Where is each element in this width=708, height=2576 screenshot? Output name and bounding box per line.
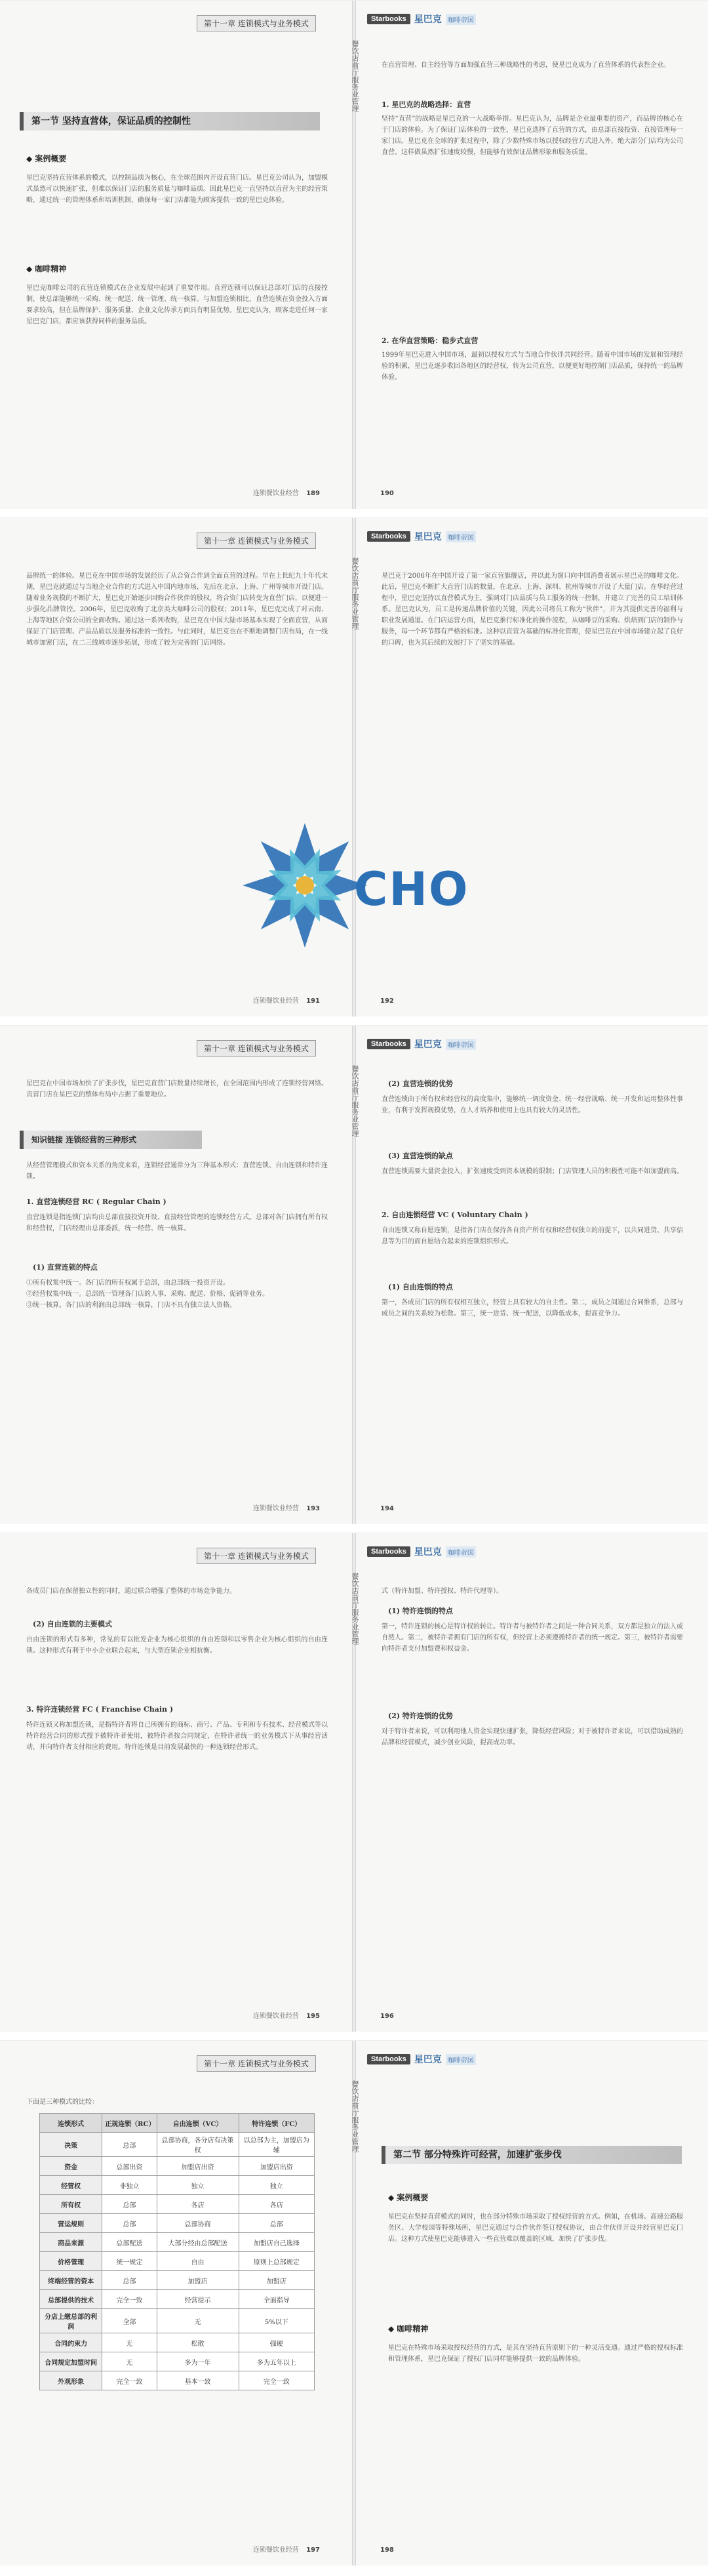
table-row <box>40 2290 315 2309</box>
logo-badge: Starbooks <box>367 14 410 24</box>
table-row <box>40 2157 315 2176</box>
page-right <box>355 1 708 509</box>
heading-2: (2) 直营连锁的优势 <box>388 1079 453 1088</box>
footer <box>375 490 394 497</box>
table-cell: 完全一致 <box>102 2290 157 2309</box>
sub-4: (1) 自由连锁的特点 <box>388 1283 453 1291</box>
logo-badge: Starbooks <box>367 2054 410 2064</box>
heading-3: (3) 直营连锁的缺点 <box>388 1152 453 1160</box>
table-row-header: 价格管理 <box>40 2252 102 2271</box>
table-cell: 加盟店自己选择 <box>239 2233 314 2252</box>
text-1b: ①所有权集中统一。各门店的所有权属于总部，由总部统一投资开设。 ②经营权集中统一。总部统一管理各门店的人事、采购、配送、价格、促销等业务。 ③统一核算。各门店的利润由总部统一核算，门店不具有独立法人资格。 <box>26 1279 269 1309</box>
text-1: 自由连锁的形式有多种，常见的有以批发企业为核心组织的自由连锁和以零售企业为核心组织的自由连锁。这种形式有利于中小企业联合起来，与大型连锁企业相抗衡。 <box>26 1636 328 1655</box>
logo-text: 星巴克 <box>414 1039 442 1050</box>
footer <box>253 2010 320 2020</box>
page-number: 192 <box>380 997 394 1005</box>
table-cell: 总部 <box>102 2214 157 2233</box>
heading-2: 3. 特许连锁经营 FC ( Franchise Chain ) <box>26 1705 174 1714</box>
footer <box>253 487 320 497</box>
running-head: 第十一章 连锁模式与业务模式 <box>197 533 316 549</box>
logo-sub: 咖啡帝国 <box>446 1546 476 1558</box>
page-number: 196 <box>380 2013 394 2020</box>
table-row-header: 营运规则 <box>40 2214 102 2233</box>
knowledge-banner: 知识链接 连锁经营的三种形式 <box>20 1131 202 1149</box>
running-head: 第十一章 连锁模式与业务模式 <box>197 1548 316 1564</box>
footer-label: 连锁餐饮业经营 <box>252 2013 299 2020</box>
table-cell: 总部 <box>102 2195 157 2214</box>
footer <box>375 2546 394 2554</box>
case-text: 星巴克坚持直营体系的模式，以控制品质为核心，在全球范围内开设直营门店。星巴克公司认为，加盟模式虽然可以快速扩张，但难以保证门店的服务质量与咖啡品质。因此星巴克一直坚持以直营为主的经营策略，通过统一的管理体系和培训机制，确保每一家门店都能为顾客提供一致的星巴克体验。 <box>26 174 328 204</box>
text-2: 直营连锁由于所有权和经营权的高度集中，能够统一调度资金、统一经营战略、统一开发和运用整体性事业，有利于发挥规模优势，在人才培养和使用上也具有较大的灵活性。 <box>382 1096 683 1114</box>
table-row-header: 分店上缴总部的利润 <box>40 2309 102 2333</box>
logo-badge: Starbooks <box>367 1546 410 1557</box>
table-cell: 总部出资 <box>102 2157 157 2176</box>
page-number: 195 <box>306 2013 320 2020</box>
table-cell: 完全一致 <box>239 2371 314 2390</box>
table-cell: 独立 <box>239 2176 314 2195</box>
logo-text: 星巴克 <box>414 14 442 25</box>
heading-4: 2. 自由连锁经营 VC ( Voluntary Chain ) <box>382 1211 528 1219</box>
table-row <box>40 2309 315 2333</box>
table-row <box>40 2352 315 2371</box>
watermark-logo <box>239 813 469 1010</box>
body-text: 星巴克于2006年在中国开设了第一家直营旗舰店，并以此为窗口向中国消费者展示星巴克的咖啡文化。此后，星巴克不断扩大直营门店的数量，在北京、上海、深圳、杭州等城市开设了大量门店。在华经营过程中，星巴克坚持以直营模式为主，强调对门店品质与员工服务的统一控制，并建立了完善的员工培训体系。星巴克认为，员工是传递品牌价值的关键，因此公司将员工称为“伙伴”，并为其提供完善的福利与职业发展通道。在门店运营方面，星巴克推行标准化的操作流程，从咖啡豆的采购、烘焙到门店的制作与服务，每一个环节都有严格的标准。这种以直营为基础的标准化管理，使星巴克在中国市场建立起了良好的口碑，也为其后续的发展打下了坚实的基础。 <box>382 573 683 647</box>
table-cell: 经营提示 <box>157 2290 239 2309</box>
logo <box>367 530 476 543</box>
table-cell: 以总部为主，加盟店为辅 <box>239 2133 314 2157</box>
page-right <box>355 2041 708 2566</box>
text-1: 坚持“直营”的战略是星巴克的一大战略举措。星巴克认为，品牌是企业最重要的资产，而品牌的核心在于门店的体验。为了保证门店体验的一致性，星巴克选择了直营的方式，由总部直接投资、直接管理每一家门店。星巴克在全球的扩张过程中，除了少数特殊市场以授权经营方式进入外，绝大部分门店均为公司直营。这样做虽然扩张速度较慢，但能够有效保证品牌形象和服务质量。 <box>382 115 683 156</box>
page-number: 197 <box>306 2546 320 2554</box>
case-heading: ◆ 案例概要 <box>388 2193 429 2202</box>
heading-1: (2) 自由连锁的主要模式 <box>33 1620 112 1628</box>
footer-label: 连锁餐饮业经营 <box>252 490 299 497</box>
table-cell: 非独立 <box>102 2176 157 2195</box>
table-cell: 无 <box>157 2309 239 2333</box>
table-cell: 全部 <box>102 2309 157 2333</box>
table-cell: 全面指导 <box>239 2290 314 2309</box>
table-cell: 5%以下 <box>239 2309 314 2333</box>
table-row-header: 总部提供的技术 <box>40 2290 102 2309</box>
text-top: 式（特许加盟、特许授权、特许代理等）。 <box>382 1588 503 1595</box>
logo <box>367 1545 476 1558</box>
body-text: 品牌统一的体验。星巴克在中国市场的发展经历了从合资合作到全面直营的过程。早在上世纪九十年代末期，星巴克就通过与当地企业合作的方式进入中国内地市场，先后在北京、上海、广州等城市开设门店。随着业务规模的不断扩大，星巴克开始逐步回购合作伙伴的股权，将合资门店转变为直营门店，以便进一步强化品牌管控。2006年，星巴克收购了北京美大咖啡公司的股权；2011年，星巴克完成了对云南、上海等地区合资公司的全面收购。通过这一系列收购，星巴克在中国大陆市场基本实现了全面直营，从而保证了门店管理、产品品质以及服务标准的一致性。与此同时，星巴克也在不断地调整门店布局，在一线城市加密门店，在二三线城市逐步拓展，形成了较为完善的门店网络。 <box>26 573 328 647</box>
case-heading: ◆ 案例概要 <box>26 154 67 163</box>
footer <box>253 2544 320 2554</box>
page-left <box>0 2041 353 2566</box>
page-number: 194 <box>380 1505 394 1512</box>
table-caption: 下面是三种模式的比较： <box>26 2099 98 2106</box>
running-head: 第十一章 连锁模式与业务模式 <box>197 1040 316 1057</box>
table-cell: 各店 <box>239 2195 314 2214</box>
table-row <box>40 2371 315 2390</box>
table-header-cell: 特许连锁（FC） <box>239 2114 314 2133</box>
page-number: 190 <box>380 490 394 497</box>
table-row-header: 合同约束力 <box>40 2333 102 2352</box>
table-body <box>40 2133 315 2390</box>
intro-text: 在直营管理、自主经营等方面加强直营三种战略性的考虑，使星巴克成为了直营体系的代表性企业。 <box>382 62 670 69</box>
table-cell: 基本一致 <box>157 2371 239 2390</box>
table-cell: 总部协商，各分店有决策权 <box>157 2133 239 2157</box>
text-1: 直营连锁是指连锁门店均由总部直接投资开设、直接经营管理的连锁经营方式。总部对各门店拥有所有权和经营权，门店经理由总部委派，统一经营、统一核算。 <box>26 1214 328 1232</box>
logo <box>367 2053 476 2066</box>
flower-watermark-icon <box>239 813 370 957</box>
table-cell: 原则上总部规定 <box>239 2252 314 2271</box>
table-cell: 强硬 <box>239 2333 314 2352</box>
logo-badge: Starbooks <box>367 531 410 542</box>
text-4b: 第一，各成员门店的所有权相互独立，经营上具有较大的自主性。第二，成员之间通过合同维系，总部与成员之间的关系较为松散。第三，统一进货、统一配送，以降低成本，提高竞争力。 <box>382 1299 683 1318</box>
logo-badge: Starbooks <box>367 1039 410 1049</box>
table-header-cell: 正规连锁（RC） <box>102 2114 157 2133</box>
logo-sub: 咖啡帝国 <box>446 2054 476 2065</box>
table-row-header: 终端经营的资本 <box>40 2271 102 2290</box>
analysis-text: 星巴克咖啡公司的直营连锁模式在企业发展中起到了重要作用。直营连锁可以保证总部对门店的直接控制，使总部能够统一采购、统一配送、统一管理、统一核算。与加盟连锁相比，直营连锁在资金投入方面要求较高，但在品牌保护、服务质量、企业文化传承方面具有明显优势。星巴克认为，顾客走进任何一家星巴克门店，都应该获得同样的服务品质。 <box>26 285 328 325</box>
logo <box>367 12 476 26</box>
table-cell: 无 <box>102 2352 157 2371</box>
table-cell: 总部 <box>102 2133 157 2157</box>
table-row-header: 合同规定加盟时间 <box>40 2352 102 2371</box>
text-top: 星巴克在中国市场加快了扩张步伐，星巴克直营门店数量持续增长，在全国范围内形成了连锁经营网络。直营门店在星巴克的整体布局中占据了重要地位。 <box>26 1080 328 1098</box>
table-row <box>40 2233 315 2252</box>
spread-5 <box>0 2040 708 2566</box>
comparison-table <box>39 2113 315 2390</box>
case-text: 星巴克在坚持直营模式的同时，也在部分特殊市场采取了授权经营的方式。例如，在机场、高速公路服务区、大学校园等特殊场所，星巴克通过与合作伙伴签订授权协议，由合作伙伴开设并经营星巴克门店。这种方式使星巴克能够进入一些直营难以覆盖的区域，加快了扩张步伐。 <box>388 2213 683 2243</box>
text-3: 直营连锁需要大量资金投入，扩张速度受到资本规模的限制；门店管理人员的积极性可能不如加盟商高。 <box>382 1168 683 1175</box>
logo-text: 星巴克 <box>414 1547 442 1558</box>
table-cell: 多为五年以上 <box>239 2352 314 2371</box>
text-2: 特许连锁又称加盟连锁，是指特许者将自己所拥有的商标、商号、产品、专利和专有技术、经营模式等以特许经营合同的形式授予被特许者使用，被特许者按合同规定，在特许者统一的业务模式下从事经营活动，并向特许者支付相应的费用。特许连锁是目前发展最快的一种连锁经营形式。 <box>26 1721 328 1751</box>
table-cell: 总部 <box>239 2214 314 2233</box>
intro-text: 从经营管理模式和资本关系的角度来看，连锁经营通常分为三种基本形式：直营连锁、自由连锁和特许连锁。 <box>26 1162 328 1180</box>
heading-1: 1. 直营连锁经营 RC ( Regular Chain ) <box>26 1197 167 1206</box>
spread-4 <box>0 1533 708 2032</box>
text-1: 第一，特许连锁的核心是特许权的转让。特许者与被特许者之间是一种合同关系，双方都是独立的法人或自然人。第二，被特许者拥有门店的所有权，但经营上必须遵循特许者的统一规定。第三，被特许者需要向特许者支付加盟费和权益金。 <box>382 1623 683 1653</box>
table-row <box>40 2252 315 2271</box>
sub-1: (1) 直营连锁的特点 <box>33 1263 98 1272</box>
page-number: 191 <box>306 997 320 1005</box>
table-cell: 各店 <box>157 2195 239 2214</box>
analysis-heading: ◆ 咖啡精神 <box>26 264 67 273</box>
table-row <box>40 2271 315 2290</box>
text-2: 对于特许者来说，可以利用他人资金实现快速扩张，降低经营风险；对于被特许者来说，可以借助成熟的品牌和经营模式，减少创业风险，提高成功率。 <box>382 1728 683 1746</box>
table-row <box>40 2333 315 2352</box>
footer <box>375 1505 394 1512</box>
vertical-title: 餐饮店前厅服务业管理 <box>351 557 359 630</box>
table-cell: 加盟店出资 <box>239 2157 314 2176</box>
running-head: 第十一章 连锁模式与业务模式 <box>197 2055 316 2072</box>
table-row <box>40 2195 315 2214</box>
logo-sub: 咖啡帝国 <box>446 14 476 25</box>
table-cell: 完全一致 <box>102 2371 157 2390</box>
page-number: 189 <box>306 490 320 497</box>
table-cell: 加盟店出资 <box>157 2157 239 2176</box>
heading-1: (1) 特许连锁的特点 <box>388 1607 453 1615</box>
analysis-text: 星巴克在特殊市场采取授权经营的方式，是其在坚持直营原则下的一种灵活变通。通过严格的授权标准和管理体系，星巴克保证了授权门店同样能够提供一致的品牌体验。 <box>388 2345 683 2363</box>
logo-sub: 咖啡帝国 <box>446 1039 476 1050</box>
table-row <box>40 2133 315 2157</box>
table-cell: 总部协商 <box>157 2214 239 2233</box>
table-cell: 无 <box>102 2333 157 2352</box>
table-row <box>40 2214 315 2233</box>
table-cell: 独立 <box>157 2176 239 2195</box>
table-header-row <box>40 2114 315 2133</box>
table-cell: 加盟店 <box>157 2271 239 2290</box>
page-left <box>0 1533 353 2032</box>
table-cell: 统一规定 <box>102 2252 157 2271</box>
heading-2: 2. 在华直营策略：稳步式直营 <box>382 336 479 345</box>
table-row-header: 所有权 <box>40 2195 102 2214</box>
vertical-title: 餐饮店前厅服务业管理 <box>351 1065 359 1137</box>
watermark-text: CHO <box>354 862 469 916</box>
table-row-header: 商品来源 <box>40 2233 102 2252</box>
analysis-heading: ◆ 咖啡精神 <box>388 2324 429 2333</box>
spread-3 <box>0 1025 708 1524</box>
table-cell: 自由 <box>157 2252 239 2271</box>
heading-1: 1. 星巴克的战略选择：直营 <box>382 100 471 109</box>
text-2: 1999年星巴克进入中国市场，最初以授权方式与当地合作伙伴共同经营。随着中国市场的发展和管理经验的积累，星巴克逐步收回各地区的经营权，转为公司直营，以便更好地控制门店品质，保持统一的品牌体验。 <box>382 352 683 381</box>
logo-text: 星巴克 <box>414 532 442 542</box>
table-cell: 多为一年 <box>157 2352 239 2371</box>
page-number: 198 <box>380 2546 394 2554</box>
running-head: 第十一章 连锁模式与业务模式 <box>197 15 316 31</box>
table-row <box>40 2176 315 2195</box>
vertical-title: 餐饮店前厅服务业管理 <box>351 40 359 112</box>
table-cell: 加盟店 <box>239 2271 314 2290</box>
table-header-cell: 连锁形式 <box>40 2114 102 2133</box>
page-left <box>0 1026 353 1524</box>
table-row-header: 经营权 <box>40 2176 102 2195</box>
text-top: 各成员门店在保留独立性的同时，通过联合增强了整体的市场竞争能力。 <box>26 1588 236 1595</box>
table-cell: 大部分经由总部配送 <box>157 2233 239 2252</box>
section-title: 第二节 部分特殊许可经营，加速扩张步伐 <box>382 2146 682 2164</box>
heading-2: (2) 特许连锁的优势 <box>388 1712 453 1720</box>
table-cell: 总部 <box>102 2271 157 2290</box>
footer-label: 连锁餐饮业经营 <box>252 997 299 1005</box>
text-4: 自由连锁又称自愿连锁，是指各门店在保持各自资产所有权和经营权独立的前提下，以共同进货、共享信息等为目的而自愿结合起来的连锁组织形式。 <box>382 1227 683 1245</box>
logo-text: 星巴克 <box>414 2055 442 2065</box>
vertical-title: 餐饮店前厅服务业管理 <box>351 2080 359 2152</box>
page-number: 193 <box>306 1505 320 1512</box>
footer <box>375 2013 394 2020</box>
section-title: 第一节 坚持直营体，保证品质的控制性 <box>20 112 320 131</box>
footer <box>253 1502 320 1512</box>
page-left <box>0 1 353 509</box>
logo-sub: 咖啡帝国 <box>446 531 476 542</box>
table-header-cell: 自由连锁（VC） <box>157 2114 239 2133</box>
table-row-header: 决策 <box>40 2133 102 2157</box>
footer-label: 连锁餐饮业经营 <box>252 2546 299 2554</box>
table-row-header: 外观形象 <box>40 2371 102 2390</box>
table-cell: 松散 <box>157 2333 239 2352</box>
table-row-header: 资金 <box>40 2157 102 2176</box>
logo <box>367 1037 476 1051</box>
table-cell: 总部配送 <box>102 2233 157 2252</box>
vertical-title: 餐饮店前厅服务业管理 <box>351 1573 359 1645</box>
page-right <box>355 1533 708 2032</box>
footer-label: 连锁餐饮业经营 <box>252 1505 299 1512</box>
spread-1 <box>0 0 708 509</box>
page-right <box>355 1026 708 1524</box>
